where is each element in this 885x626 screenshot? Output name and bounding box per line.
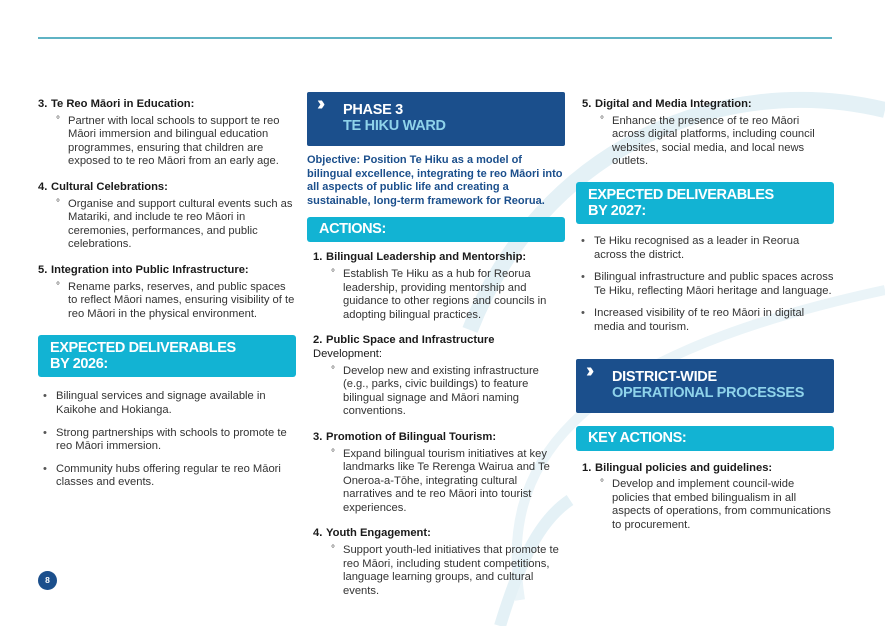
item-title: Youth Engagement: (326, 527, 431, 540)
item-detail: Organise and support cultural events such as Matariki, and include te reo Māori in ceremonies, performances, and public celebrations. (68, 197, 293, 251)
column-right (576, 98, 834, 545)
item-detail: Establish Te Hiku as a hub for Reorua leadership, providing mentorship and guidance to other regions and councils in adopting bilingual practices. (343, 267, 547, 321)
list-item: 1. Bilingual policies and guidelines: ° Develop and implement council-wide policies that embed bilingualism in all aspects of operations, from communications to procurement. (582, 461, 831, 531)
item-title: Bilingual policies and guidelines: (595, 461, 773, 474)
ring-bullet-icon: ° (56, 280, 60, 292)
list-item: 3. Te Reo Māori in Education: ° Partner with local schools to support te reo Māori immersion and bilingual education programmes, ensuring that children are exposed to te reo Māori from an early age. (38, 98, 280, 168)
phase-3-banner: ›› PHASE 3 TE HIKU WARD (307, 92, 565, 146)
ring-bullet-icon: ° (56, 114, 60, 126)
list-item: 1. Bilingual Leadership and Mentorship: ° Establish Te Hiku as a hub for Reorua leadership, providing mentorship and guidance to other regions and councils in adopting bilingual practices. (313, 251, 547, 321)
item-detail: Expand bilingual tourism initiatives at key landmarks like Te Rerenga Wairua and Te Oneroa-a-Tōhe, integrating cultural narratives and te reo Māori into tourist experiences. (343, 447, 550, 514)
list-item: 4. Cultural Celebrations: ° Organise and support cultural events such as Matariki, and include te reo Māori in ceremonies, performances, and public celebrations. (38, 180, 293, 251)
item-detail: Develop and implement council-wide policies that embed bilingualism in all aspects of operations, from communications to procurement. (612, 478, 831, 531)
item-title: Public Space and Infrastructure (326, 334, 495, 347)
list-item: • Strong partnerships with schools to promote te reo Māori immersion. (38, 427, 296, 454)
ring-bullet-icon: ° (600, 478, 604, 490)
deliverables-2026-banner: EXPECTED DELIVERABLES BY 2026: (38, 335, 296, 377)
item-title: Te Reo Māori in Education: (51, 98, 195, 110)
key-actions-banner: KEY ACTIONS: (576, 426, 834, 451)
double-chevron-icon: ›› (586, 359, 590, 382)
item-title: Promotion of Bilingual Tourism: (326, 430, 497, 443)
objective-text: Objective: Position Te Hiku as a model of bilingual excellence, integrating te reo Māori into all aspects of public life and creating a sustainable, long-term framework for Reorua. (307, 154, 563, 207)
ring-bullet-icon: ° (331, 364, 335, 376)
column-left (38, 98, 296, 499)
ring-bullet-icon: ° (331, 267, 335, 279)
list-item: • Bilingual services and signage available in Kaikohe and Hokianga. (38, 390, 296, 417)
list-item: 5. Integration into Public Infrastructure: ° Rename parks, reserves, and public spaces to reflect Māori names, ensuring visibility of te reo Māori in the physical environment. (38, 263, 295, 320)
list-item: 4. Youth Engagement: ° Support youth-led initiatives that promote te reo Māori, including student competitions, language learning groups, and cultural events. (313, 527, 559, 597)
district-wide-banner: ›› DISTRICT-WIDE OPERATIONAL PROCESSES (576, 359, 834, 413)
list-item: 3. Promotion of Bilingual Tourism: ° Expand bilingual tourism initiatives at key landmarks like Te Rerenga Wairua and Te Oneroa-a-Tōhe, integrating cultural narratives and te reo Māori into tourist experiences. (313, 430, 550, 514)
page-number: 8 (38, 571, 57, 590)
top-divider (38, 37, 832, 39)
deliverables-2027-list (576, 235, 834, 335)
list-item: • Community hubs offering regular te reo Māori classes and events. (38, 463, 296, 490)
list-item: • Bilingual infrastructure and public spaces across Te Hiku, reflecting Māori heritage and language. (576, 271, 834, 298)
item-title: Cultural Celebrations: (51, 180, 168, 193)
ring-bullet-icon: ° (56, 197, 60, 209)
deliverables-2027-banner: EXPECTED DELIVERABLES BY 2027: (576, 182, 834, 224)
item-title: Digital and Media Integration: (595, 98, 752, 110)
item-detail: Enhance the presence of te reo Māori across digital platforms, including council websites, social media, and local news outlets. (612, 114, 815, 168)
ring-bullet-icon: ° (600, 114, 604, 126)
list-item: 5. Digital and Media Integration: ° Enhance the presence of te reo Māori across digital platforms, including council websites, social media, and local news outlets. (582, 98, 815, 168)
actions-banner: ACTIONS: (307, 217, 565, 242)
item-title: Integration into Public Infrastructure: (51, 263, 249, 276)
item-detail: Support youth-led initiatives that promote te reo Māori, including student competitions, language learning groups, and cultural events. (343, 544, 559, 597)
column-middle (307, 92, 565, 610)
deliverables-2026-list (38, 390, 296, 490)
item-title: Bilingual Leadership and Mentorship: (326, 251, 527, 264)
item-detail: Partner with local schools to support te reo Māori immersion and bilingual education programmes, ensuring that children are exposed to te reo Māori from an early age. (68, 114, 280, 168)
item-detail: Rename parks, reserves, and public spaces to reflect Māori names, ensuring visibility of te reo Māori in the physical environment. (68, 280, 295, 320)
ring-bullet-icon: ° (331, 447, 335, 459)
list-item: 2. Public Space and Infrastructure Development: ° Develop new and existing infrastructure (e.g., parks, civic buildings) to feature bilingual signage and Māori naming conventions. (313, 334, 539, 418)
item-title-suffix: Development: (313, 347, 383, 360)
ring-bullet-icon: ° (331, 544, 335, 556)
list-item: • Te Hiku recognised as a leader in Reorua across the district. (576, 235, 834, 262)
list-item: • Increased visibility of te reo Māori in digital media and tourism. (576, 307, 834, 334)
item-detail: Develop new and existing infrastructure (e.g., parks, civic buildings) to feature bilingual signage and Māori naming conventions. (343, 364, 539, 418)
double-chevron-icon: ›› (317, 93, 321, 115)
